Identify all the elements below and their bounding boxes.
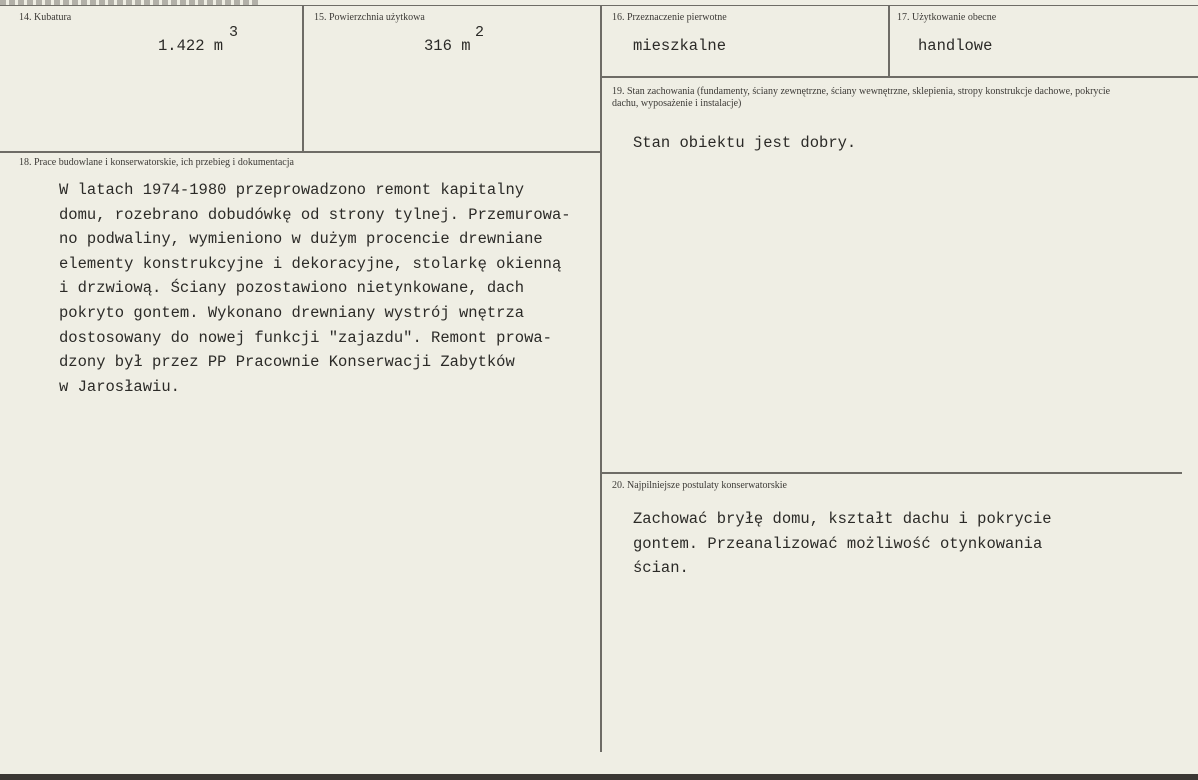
prace-text-line: dzony był przez PP Pracownie Konserwacji Zabytków bbox=[59, 353, 515, 372]
kubatura-value: 1.422 m bbox=[158, 37, 224, 55]
prace-text bbox=[59, 178, 571, 399]
divider-h-left bbox=[0, 151, 602, 153]
powierzchnia-exponent: 2 bbox=[475, 24, 485, 41]
kubatura-exponent: 3 bbox=[229, 24, 239, 41]
prace-text-line: pokryto gontem. Wykonano drewniany wystrój wnętrza bbox=[59, 303, 525, 322]
postulaty-text-line: gontem. Przeanalizować możliwość otynkowania bbox=[633, 534, 1043, 553]
stan-label: 19. Stan zachowania (fundamenty, ściany zewnętrzne, ściany wewnętrzne, sklepienia, stropy konstrukcje dachowe, pokrycie dachu, wyposażenie i instalacje) bbox=[612, 86, 1111, 109]
prace-text-line: dostosowany do nowej funkcji "zajazdu". Remont prowa- bbox=[59, 328, 552, 347]
powierzchnia-label: 15. Powierzchnia użytkowa bbox=[314, 12, 425, 23]
stan-value: Stan obiektu jest dobry. bbox=[633, 134, 857, 152]
divider-h-right-top bbox=[602, 76, 1198, 78]
divider-v-14-15 bbox=[302, 5, 304, 151]
prace-text-line: W latach 1974-1980 przeprowadzono remont kapitalny bbox=[59, 181, 525, 199]
powierzchnia-value: 316 m bbox=[424, 37, 471, 55]
top-rule bbox=[0, 5, 1198, 6]
divider-v-main bbox=[600, 5, 602, 752]
uzytkowanie-value: handlowe bbox=[918, 37, 993, 55]
postulaty-label: 20. Najpilniejsze postulaty konserwatorskie bbox=[612, 480, 787, 491]
postulaty-text bbox=[633, 507, 1052, 581]
prace-text-line: w Jarosławiu. bbox=[59, 377, 180, 396]
postulaty-text-line: ścian. bbox=[633, 559, 689, 578]
prace-text-line: domu, rozebrano dobudówkę od strony tylnej. Przemurowa- bbox=[59, 205, 571, 224]
divider-h-right-mid bbox=[602, 472, 1182, 474]
uzytkowanie-label: 17. Użytkowanie obecne bbox=[897, 12, 997, 23]
kubatura-label: 14. Kubatura bbox=[19, 12, 72, 23]
postulaty-text-line: Zachować bryłę domu, kształt dachu i pokrycie bbox=[633, 510, 1052, 528]
prace-text-line: i drzwiową. Ściany pozostawiono nietynkowane, dach bbox=[59, 279, 525, 298]
prace-label: 18. Prace budowlane i konserwatorskie, ich przebieg i dokumentacja bbox=[19, 157, 294, 168]
prace-text-line: elementy konstrukcyjne i dekoracyjne, stolarkę okienną bbox=[59, 254, 562, 273]
prace-text-line: no podwaliny, wymieniono w dużym procencie drewniane bbox=[59, 230, 543, 249]
przeznaczenie-value: mieszkalne bbox=[633, 37, 727, 55]
przeznaczenie-label: 16. Przeznaczenie pierwotne bbox=[612, 12, 727, 23]
divider-v-16-17 bbox=[888, 5, 890, 76]
